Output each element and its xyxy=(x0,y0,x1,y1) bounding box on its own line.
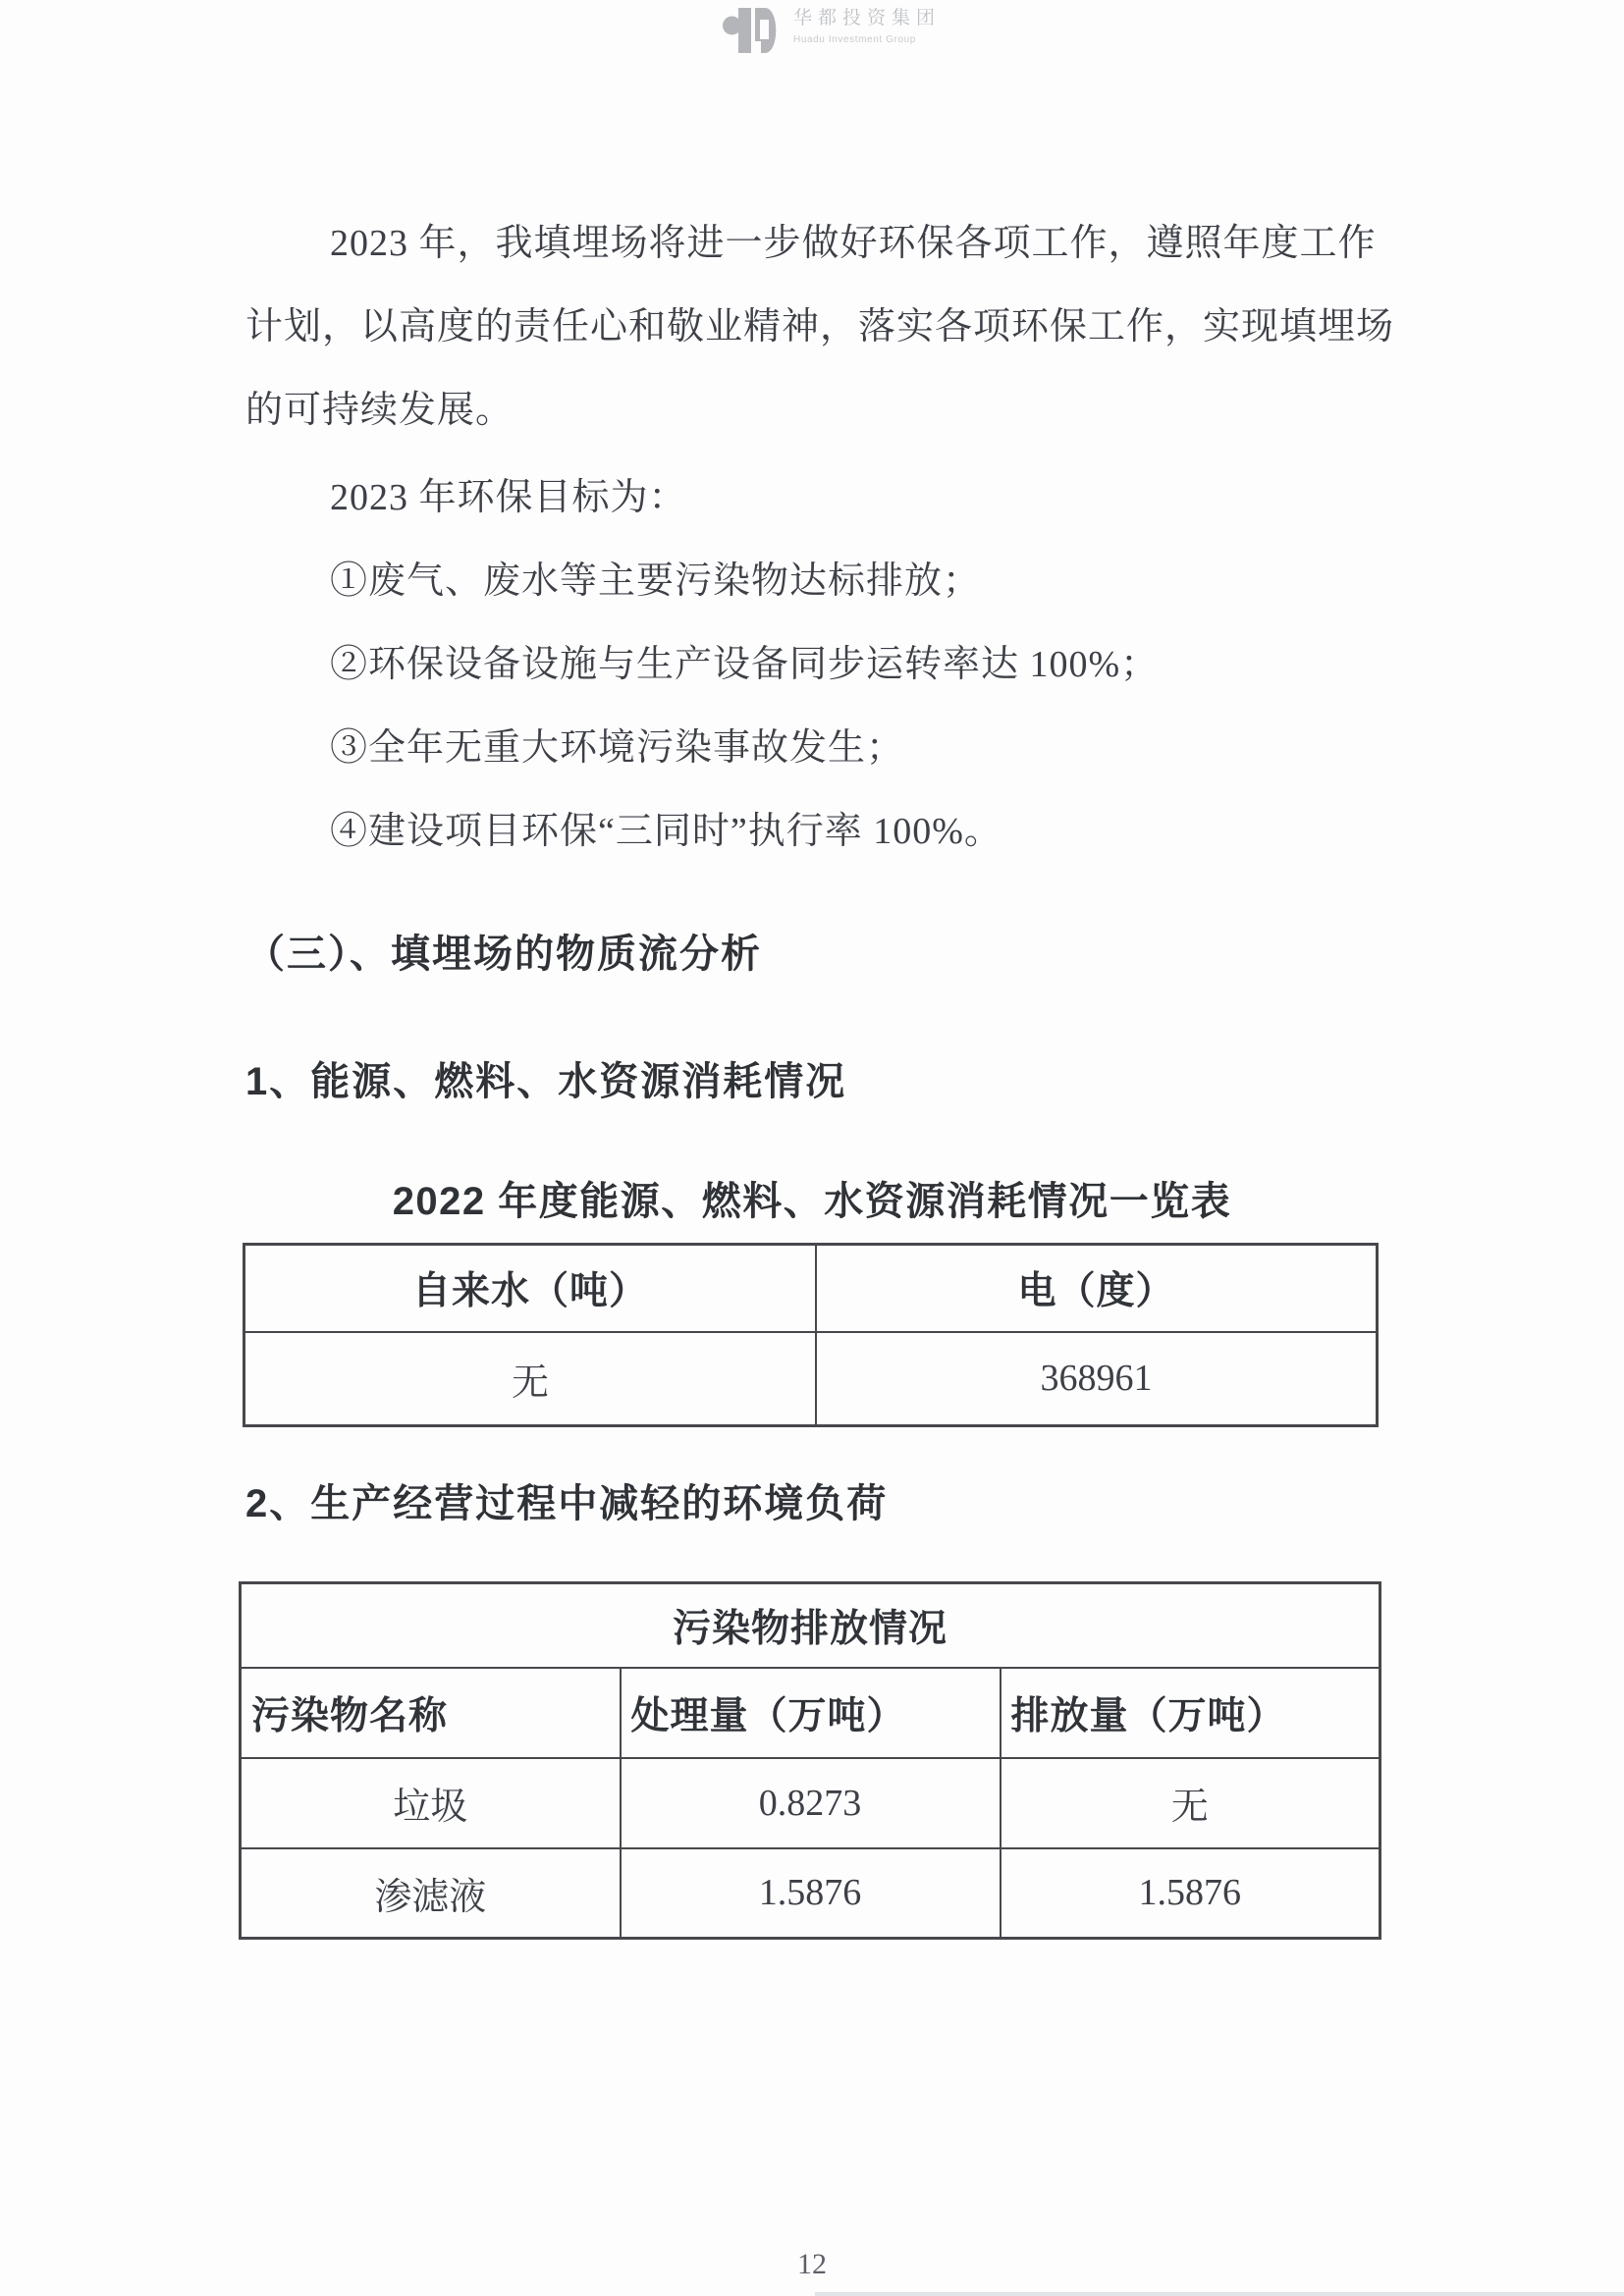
company-name-en: Huadu Investment Group xyxy=(793,34,916,45)
table-cell-pollutant: 垃圾 xyxy=(241,1758,621,1848)
table-cell-water-value: 无 xyxy=(244,1332,817,1426)
table-row xyxy=(241,1758,1380,1848)
table-caption-row xyxy=(241,1583,1380,1668)
paragraph-line: 计划，以高度的责任心和敬业精神，落实各项环保工作，实现填埋场 xyxy=(245,306,1395,347)
page-number: 12 xyxy=(797,2248,827,2280)
pollutant-table-caption: 污染物排放情况 xyxy=(241,1583,1380,1668)
column-header-treated: 处理量（万吨） xyxy=(621,1668,1001,1758)
table-cell-treated: 0.8273 xyxy=(621,1758,1001,1848)
table-cell-discharged: 1.5876 xyxy=(1001,1848,1380,1939)
table-row xyxy=(244,1332,1378,1426)
goal-item-1: ①废气、废水等主要污染物达标排放； xyxy=(330,561,982,602)
logo-text xyxy=(793,8,941,45)
table-cell-electricity-value: 368961 xyxy=(816,1332,1378,1426)
goal-item-4: ④建设项目环保“三同时”执行率 100%。 xyxy=(330,811,1002,852)
consumption-table-title: 2022 年度能源、燃料、水资源消耗情况一览表 xyxy=(392,1180,1232,1223)
company-logo xyxy=(723,8,941,53)
consumption-table xyxy=(243,1243,1379,1427)
table-cell-treated: 1.5876 xyxy=(621,1848,1001,1939)
table-header-row xyxy=(244,1245,1378,1332)
hd-logo-icon xyxy=(723,8,778,53)
pollutant-table xyxy=(239,1581,1381,1940)
table-cell-discharged: 无 xyxy=(1001,1758,1380,1848)
company-name-cn: 华都投资集团 xyxy=(793,8,942,28)
table-row xyxy=(241,1848,1380,1939)
paragraph-line: 的可持续发展。 xyxy=(245,390,514,431)
paragraph-line: 2023 年环保目标为： xyxy=(330,477,687,518)
column-header-pollutant: 污染物名称 xyxy=(241,1668,621,1758)
table-cell-pollutant: 渗滤液 xyxy=(241,1848,621,1939)
paragraph-line: 2023 年，我填埋场将进一步做好环保各项工作，遵照年度工作 xyxy=(330,223,1377,264)
scan-edge-artifact xyxy=(815,2292,1624,2296)
section-heading: （三）、填埋场的物质流分析 xyxy=(245,933,762,976)
subsection-2-heading: 2、生产经营过程中减轻的环境负荷 xyxy=(245,1482,889,1525)
column-header-electricity: 电（度） xyxy=(816,1245,1378,1332)
goal-item-2: ②环保设备设施与生产设备同步运转率达 100%； xyxy=(330,644,1160,685)
column-header-discharged: 排放量（万吨） xyxy=(1001,1668,1380,1758)
table-header-row xyxy=(241,1668,1380,1758)
subsection-1-heading: 1、能源、燃料、水资源消耗情况 xyxy=(245,1060,847,1103)
column-header-water: 自来水（吨） xyxy=(244,1245,817,1332)
goal-item-3: ③全年无重大环境污染事故发生； xyxy=(330,727,905,769)
